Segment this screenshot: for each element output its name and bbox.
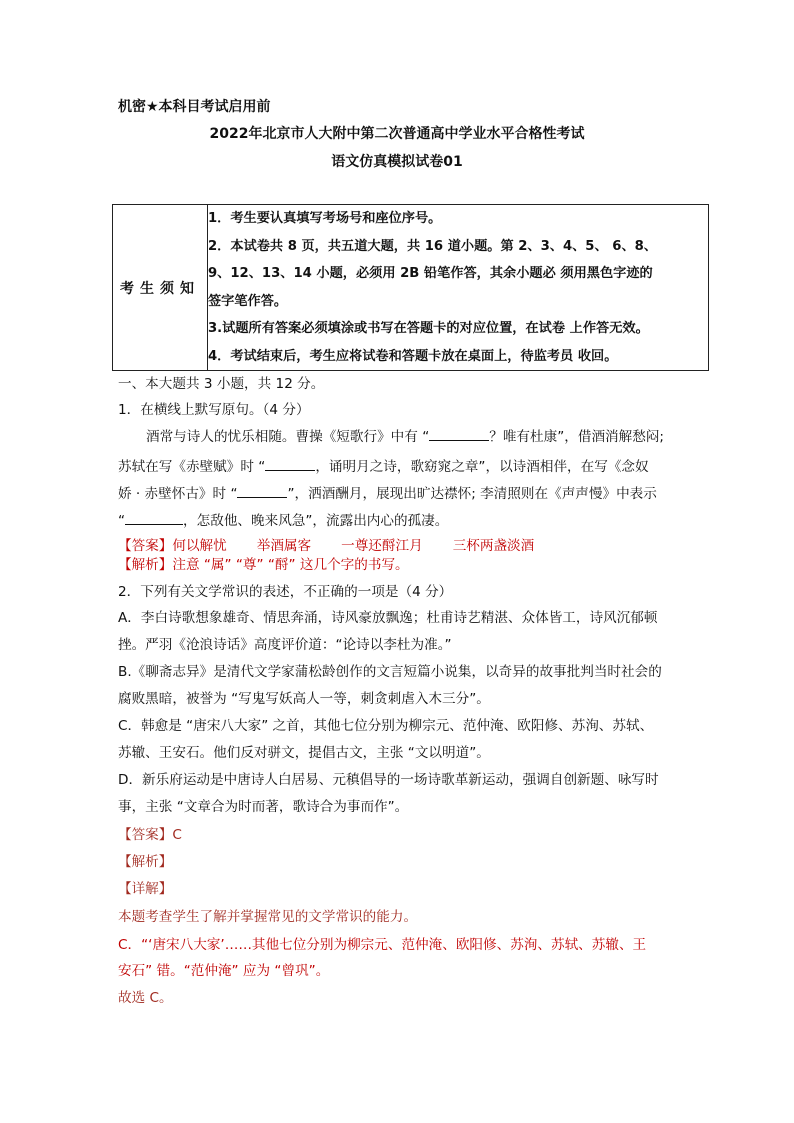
notice-rules: [208, 205, 709, 371]
q1-passage-line: 娇 · 赤壁怀古》时 “ ”，洒酒酬月，展现出旷达襟怀; 李清照则在《声声慢》中表示: [118, 486, 657, 502]
answer-value: C: [172, 827, 182, 843]
analysis-text: 注意 “属” “尊” “酹” 这几个字的书写。: [172, 557, 409, 573]
answer-label: 【答案】: [118, 538, 173, 554]
q2-detail-text: 本题考查学生了解并掌握常见的文学常识的能力。: [118, 909, 418, 925]
notice-rule: 4．考试结束后，考生应将试卷和答题卡放在桌面上，待监考员 收回。: [208, 348, 618, 364]
answer-item: 举酒属客: [256, 538, 312, 554]
answer-item: 三杯两盏淡酒: [452, 538, 535, 554]
q1-passage-line: 苏轼在写《赤壁赋》时 “ ，诵明月之诗，歌窈窕之章”，以诗酒相伴，在写《念奴: [118, 459, 649, 475]
q2-option-c: C．韩愈是 “唐宋八大家” 之首，其他七位分别为柳宗元、范仲淹、欧阳修、苏洵、苏轼、: [118, 718, 654, 734]
confidential-label: 机密★本科目考试启用前: [118, 99, 271, 115]
q2-option-a: A．李白诗歌想象雄奇、情思奔涌，诗风豪放飘逸；杜甫诗艺精湛、众体皆工，诗风沉郁顿: [118, 610, 658, 626]
exam-title: 2022年北京市人大附中第二次普通高中学业水平合格性考试: [209, 126, 585, 142]
q2-detail-label: 【详解】: [118, 881, 173, 897]
notice-rule: 2．本试卷共 8 页，共五道大题，共 16 道小题。第 2、3、4、5、 6、8、: [208, 238, 657, 254]
q2-option-d: D．新乐府运动是中唐诗人白居易、元稹倡导的一场诗歌革新运动，强调自创新题、咏写时: [118, 772, 659, 788]
notice-rule: 1．考生要认真填写考场号和座位序号。: [208, 211, 442, 226]
q1-stem: 1．在横线上默写原句。（4 分）: [118, 402, 310, 418]
q2-conclusion: 故选 C。: [118, 990, 173, 1006]
q2-option-d-cont: 事，主张 “文章合为时而著，歌诗合为事而作”。: [118, 799, 409, 815]
exam-subtitle: 语文仿真模拟试卷01: [331, 154, 463, 170]
answer-blank[interactable]: [237, 485, 287, 498]
answer-blank[interactable]: [429, 428, 489, 441]
q1-analysis: [118, 553, 409, 573]
answer-blank[interactable]: [125, 512, 183, 525]
section-heading: 一、本大题共 3 小题，共 12 分。: [118, 376, 325, 392]
q2-option-b: B.《聊斋志异》是清代文学家蒲松龄创作的文言短篇小说集，以奇异的故事批判当时社会的: [118, 664, 662, 680]
q1-passage-line: 酒常与诗人的忧乐相随。曹操《短歌行》中有 “ ？唯有杜康”，借酒消解愁闷;: [146, 429, 664, 445]
q2-detail-text: C．“‘唐宋八大家’……其他七位分别为柳宗元、范仲淹、欧阳修、苏洵、苏轼、苏辙、王: [118, 937, 647, 953]
q2-stem: 2．下列有关文学常识的表述，不正确的一项是（4 分）: [118, 584, 453, 600]
q2-analysis-label: 【解析】: [118, 854, 173, 870]
candidate-notice-table: [112, 204, 709, 371]
notice-label: 考生须知: [113, 205, 208, 371]
notice-rule: 3.试题所有答案必须填涂或书写在答题卡的对应位置，在试卷 上作答无效。: [208, 321, 649, 336]
answer-item: 一尊还酹江月: [341, 538, 423, 554]
notice-rule: 9、12、13、14 小题，必须用 2B 铅笔作答，其余小题必 须用黑色字迹的: [208, 266, 653, 281]
q2-option-c-cont: 苏辙、王安石。他们反对骈文，提倡古文，主张 “文以明道”。: [118, 745, 490, 761]
analysis-label: 【解析】: [118, 557, 173, 573]
q2-answer: [118, 823, 182, 843]
q1-passage-line: “ ，怎敌他、晚来风急”，流露出内心的孤凄。: [118, 513, 449, 529]
q1-answer: [118, 534, 534, 554]
q2-option-a-cont: 挫。严羽《沧浪诗话》高度评价道：“论诗以李杜为准。”: [118, 637, 452, 653]
q2-option-b-cont: 腐败黑暗，被誉为 “写鬼写妖高人一等，刺贪刺虐入木三分”。: [118, 691, 490, 707]
answer-label: 【答案】: [118, 827, 173, 843]
answer-blank[interactable]: [265, 458, 315, 471]
notice-rule: 签字笔作答。: [208, 293, 288, 309]
q2-detail-text: 安石” 错。“范仲淹” 应为 “曾巩”。: [118, 963, 330, 979]
answer-item: 何以解忧: [172, 538, 227, 554]
